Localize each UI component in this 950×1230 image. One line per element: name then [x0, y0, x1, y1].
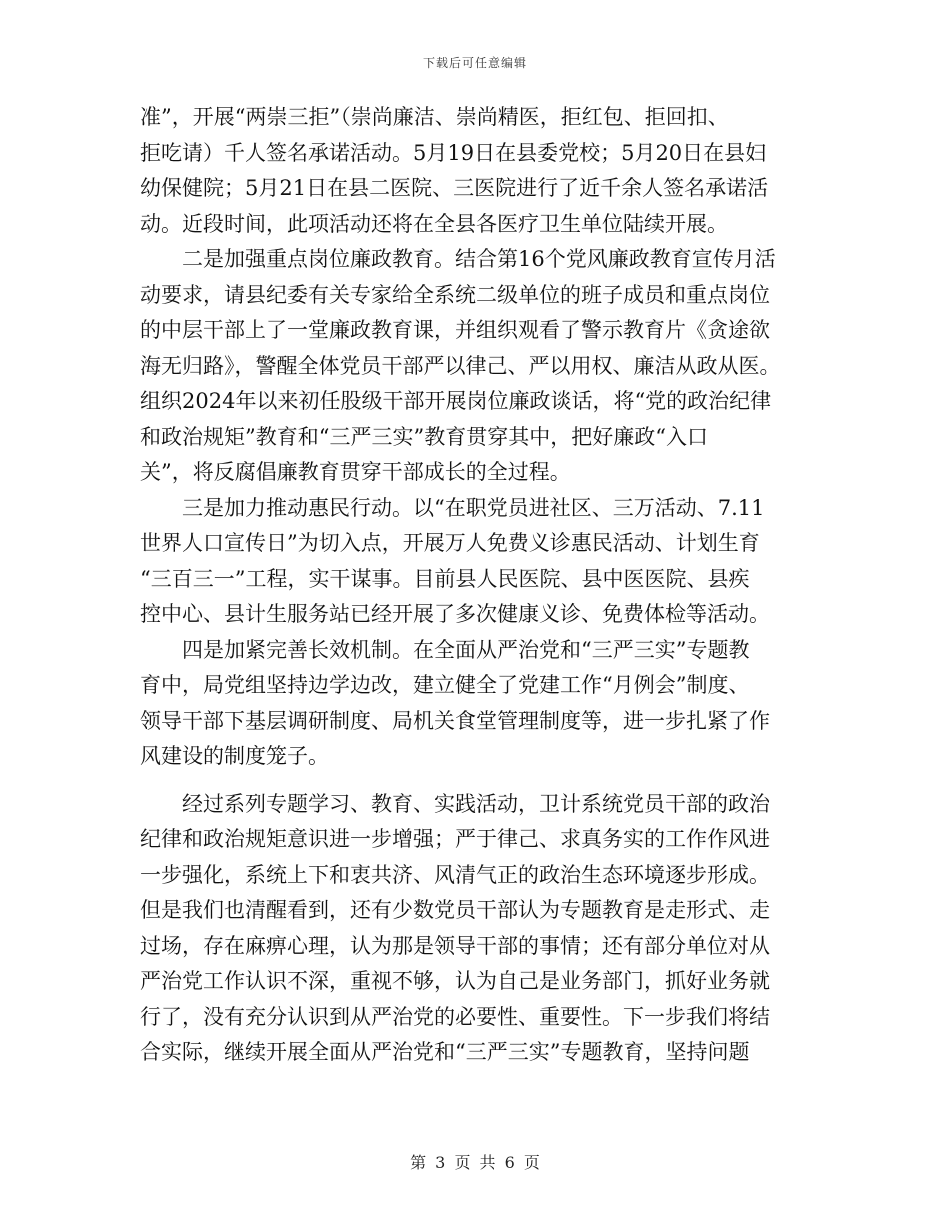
- text-line: 动。近段时间，此项活动还将在全县各医疗卫生单位陆续开展。: [140, 211, 728, 236]
- text-line: 严治党工作认识不深，重视不够，认为自己是业务部门，抓好业务就: [140, 969, 770, 993]
- text-line: 四是加紧完善长效机制。在全面从严治党和“三严三实”专题教: [140, 637, 750, 662]
- text-line: 纪律和政治规矩意识进一步增强；严于律己、求真务实的工作作风进: [140, 827, 770, 851]
- text-line: 但是我们也清醒看到，还有少数党员干部认为专题教育是走形式、走: [140, 898, 770, 922]
- text-line: 准”，开展“两崇三拒”（崇尚廉洁、崇尚精医，拒红包、拒回扣、: [140, 105, 729, 129]
- text-line: 行了，没有充分认识到从严治党的必要性、重要性。下一步我们将结: [140, 1004, 770, 1029]
- text-line: 经过系列专题学习、教育、实践活动，卫计系统党员干部的政治: [140, 791, 770, 816]
- text-line: 组织2024年以来初任股级干部开展岗位廉政谈话，将“党的政治纪律: [140, 389, 772, 413]
- page-number-footer: 第 3 页 共 6 页: [410, 1153, 540, 1172]
- text-line: 育中，局党组坚持边学边改，建立健全了党建工作“月例会”制度、: [140, 673, 750, 697]
- text-line: 幼保健院；5月21日在县二医院、三医院进行了近千余人签名承诺活: [140, 176, 769, 200]
- text-line: 拒吃请）千人签名承诺活动。5月19日在县委党校；5月20日在县妇: [140, 140, 767, 165]
- document-body: [140, 100, 810, 1071]
- text-line: 关”，将反腐倡廉教育贯穿干部成长的全过程。: [140, 460, 571, 484]
- text-line: “三百三一”工程，实干谋事。目前县人民医院、县中医医院、县疾: [140, 566, 750, 591]
- paragraph-spacer: [140, 775, 810, 787]
- text-line: 三是加力推动惠民行动。以“在职党员进社区、三万活动、7.11: [140, 495, 765, 520]
- page-header: 下载后可任意编辑: [422, 56, 527, 70]
- text-line: 领导干部下基层调研制度、局机关食堂管理制度等，进一步扎紧了作: [140, 708, 770, 733]
- text-line: 二是加强重点岗位廉政教育。结合第16个党风廉政教育宣传月活: [140, 247, 776, 271]
- text-line: 世界人口宣传日”为切入点，开展万人免费义诊惠民活动、计划生育: [140, 531, 760, 555]
- text-line: 动要求，请县纪委有关专家给全系统二级单位的班子成员和重点岗位: [140, 282, 770, 307]
- text-line: 海无归路》，警醒全体党员干部严以律己、严以用权、廉洁从政从医。: [140, 353, 781, 378]
- text-line: 过场，存在麻痹心理，认为那是领导干部的事情；还有部分单位对从: [140, 933, 770, 958]
- text-line: 一步强化，系统上下和衷共济、风清气正的政治生态环境逐步形成。: [140, 862, 770, 887]
- text-line: 合实际，继续开展全面从严治党和“三严三实”专题教育，坚持问题: [140, 1040, 750, 1064]
- text-line: 风建设的制度笼子。: [140, 744, 329, 768]
- text-line: 的中层干部上了一堂廉政教育课，并组织观看了警示教育片《贪途欲: [140, 318, 770, 342]
- text-line: 控中心、县计生服务站已经开展了多次健康义诊、免费体检等活动。: [140, 602, 770, 626]
- text-line: 和政治规矩”教育和“三严三实”教育贯穿其中，把好廉政“入口: [140, 424, 708, 449]
